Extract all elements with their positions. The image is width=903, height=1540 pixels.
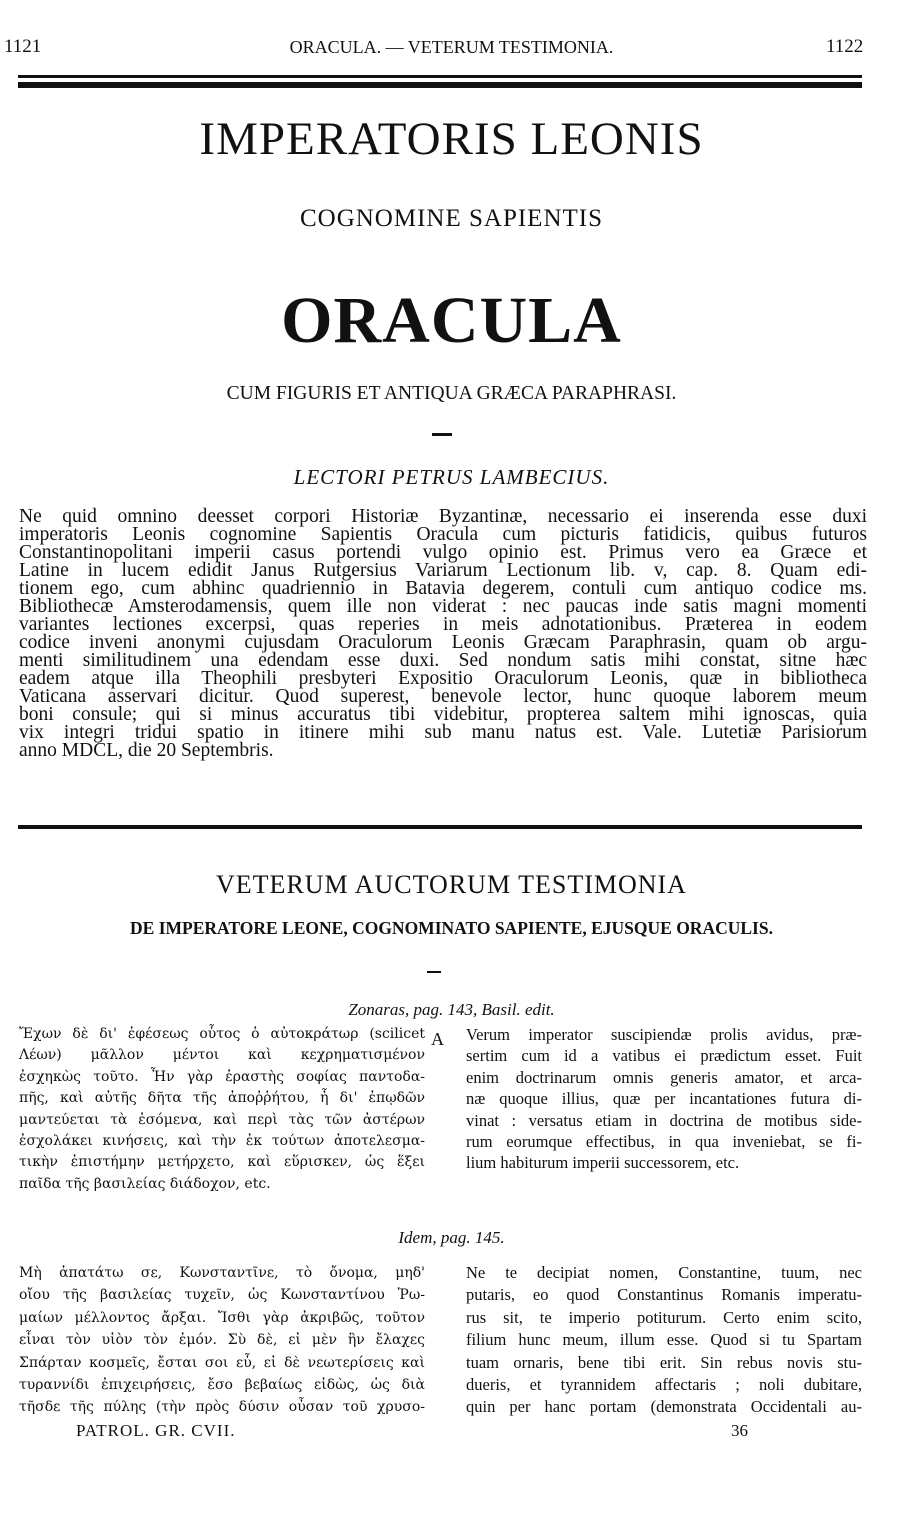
greek-line: μαντεύεται τὰ ἐσόμενα, καὶ περὶ τὰς τῶν ἀστέρων xyxy=(19,1111,425,1128)
preface-line: anno MDCL, die 20 Septembris. xyxy=(19,740,274,761)
preface-line: codice inveni anonymi cujusdam Oraculorum Leonis Græcam Paraphrasin, quam ob argu- xyxy=(19,632,867,653)
greek-line: τικὴν ἐπιστήμην μετήρχετο, καὶ εὕρισκεν, ὡς ἕξει xyxy=(19,1154,425,1171)
greek-line: ἐσχηκὼς τοῦτο. Ἦν γὰρ ἐραστὴς σοφίας παντοδα- xyxy=(19,1068,425,1085)
title-dash xyxy=(432,433,452,436)
preface-heading: LECTORI PETRUS LAMBECIUS. xyxy=(293,465,610,489)
greek-line: ἐσχολάκει κινήσεις, καὶ τὴν ἐκ τούτων ἀποτελεσμα- xyxy=(19,1132,425,1149)
title-line-2: COGNOMINE SAPIENTIS xyxy=(299,205,604,232)
latin-line: filium hunc meum, illum esse. Quod si tu Spartam xyxy=(466,1330,862,1350)
greek-line: τῆσδε τῆς πύλης (τὴν πρὸς δύσιν οὖσαν τοῦ χρυσο- xyxy=(19,1399,425,1416)
greek-line: πῆς, καὶ αὐτῆς δῆτα τῆς ἀποῤῥήτου, ἧ δι' ἐπῳδῶν xyxy=(19,1090,425,1107)
title-line-1: IMPERATORIS LEONIS xyxy=(199,113,704,165)
latin-line: rus sit, te imperio potiturum. Certo enim scito, xyxy=(466,1307,862,1327)
latin-line: Ne te decipiat nomen, Constantine, tuum, nec xyxy=(466,1263,862,1282)
greek-line: μαίων μέλλοντος ἄρξαι. Ἴσθι γὰρ ἀκριβῶς, τοῦτον xyxy=(19,1309,425,1326)
page-number-right: 1122 xyxy=(826,36,864,57)
preface-line: Constantinopolitani imperii casus portendi vulgo opinio est. Primus vero ea Græce et xyxy=(19,542,867,563)
preface-line: Ne quid omnino deesset corpori Historiæ Byzantinæ, necessario ei inserenda esse duxi xyxy=(19,506,867,527)
preface-line: boni consule; qui si minus accuratus tibi videbitur, propterea saltem mihi ignoscas, quia xyxy=(19,704,867,725)
preface-line: menti similitudinem una edendam esse duxi. Sed nondum satis mihi constat, sitne hæc xyxy=(19,650,867,671)
source-zonaras: Zonaras, pag. 143, Basil. edit. xyxy=(348,1000,555,1019)
greek-line: οἴου τῆς βασιλείας τυχεῖν, ὡς Κωνσταντίνου Ῥω- xyxy=(19,1287,425,1304)
header-rule-bottom xyxy=(18,82,862,88)
latin-line: lium habiturum imperii successorem, etc. xyxy=(466,1153,740,1173)
testimonia-heading: VETERUM AUCTORUM TESTIMONIA xyxy=(216,870,687,899)
testimonia-dash xyxy=(427,971,441,973)
latin-line: enim doctrinarum omnis generis amator, et arca- xyxy=(466,1067,862,1087)
page-number-left: 1121 xyxy=(4,36,42,57)
latin-line: dueris, et tyrannidem affectaris ; noli dubitare, xyxy=(466,1374,862,1394)
greek-line: Μὴ ἀπατάτω σε, Κωνσταντῖνε, τὸ ὄνομα, μηδ' xyxy=(19,1265,425,1281)
preface-line: variantes lectiones excerpsi, quas reperies in meis adnotationibus. Præterea in eodem xyxy=(19,614,867,635)
latin-line: tuam ornaris, bene tibi erit. Sin rebus novis stu- xyxy=(466,1352,862,1372)
greek-line: εἶναι τὸν υἱὸν τὸν ἐμόν. Σὺ δὲ, εἰ μὲν ἣν ἔλαχες xyxy=(19,1332,425,1349)
greek-line: Ἔχων δὲ δι' ἐφέσεως οὗτος ὁ αὐτοκράτωρ (scilicet xyxy=(19,1026,425,1042)
footer-signature: PATROL. GR. CVII. xyxy=(76,1421,236,1440)
preface-line: tionem ego, cum abhinc quadriennio in Batavia degerem, contuli cum antiquo codice ms. xyxy=(19,578,867,599)
source-idem: Idem, pag. 145. xyxy=(398,1228,505,1247)
latin-line: vinat : versatus etiam in doctrina de motibus side- xyxy=(466,1110,862,1130)
title-line-4: CUM FIGURIS ET ANTIQUA GRÆCA PARAPHRASI. xyxy=(226,383,677,404)
latin-line: næ quoque illius, quæ per incantationes futura di- xyxy=(466,1089,862,1109)
preface-paragraph xyxy=(19,508,867,760)
preface-line: imperatoris Leonis cognomine Sapientis Oracula cum picturis fatidicis, quibus futuros xyxy=(19,524,867,545)
section-rule xyxy=(18,825,862,829)
header-rule-top xyxy=(18,75,862,78)
latin-column-1 xyxy=(466,1024,862,1174)
latin-line: rum eorumque effectibus, in qua inveniebat, se fi- xyxy=(466,1131,862,1151)
latin-line: sertim cum id a vatibus ei prædictum esset. Fuit xyxy=(466,1046,862,1066)
greek-line: Σπάρταν κοσμεῖς, ἔσται σοι εὖ, εἰ δὲ νεωτερίσεις καὶ xyxy=(19,1354,425,1371)
title-main: ORACULA xyxy=(281,284,622,357)
testimonia-subheading: DE IMPERATORE LEONE, COGNOMINATO SAPIENTE, EJUSQUE ORACULIS. xyxy=(130,918,773,938)
preface-line: Vaticana asservari dicitur. Quod superest, benevole lector, hunc quoque laborem meum xyxy=(19,686,867,707)
footer-sheet-number: 36 xyxy=(731,1421,748,1440)
latin-line: Verum imperator suscipiendæ prolis avidus, præ- xyxy=(466,1025,862,1044)
greek-column-2 xyxy=(19,1262,425,1419)
column-marker: A xyxy=(431,1029,444,1049)
greek-line: Λέων) μᾶλλον μέντοι καὶ κεχρηματισμένον xyxy=(19,1047,425,1064)
preface-line: Latine in lucem edidit Janus Rutgersius Variarum Lectionum lib. v, cap. 8. Quam edi- xyxy=(19,560,867,581)
latin-line: putaris, eo quod Constantinus Romanis imperatu- xyxy=(466,1285,862,1305)
greek-line: τυραννίδι ἐπιχειρήσεις, ἔσο βεβαίως εἰδὼς, ὡς διὰ xyxy=(19,1376,425,1393)
running-title: ORACULA. — VETERUM TESTIMONIA. xyxy=(289,37,614,57)
latin-column-2 xyxy=(466,1262,862,1419)
latin-line: quin per hanc portam (demonstrata Occidentali au- xyxy=(466,1397,862,1417)
greek-column-1 xyxy=(19,1024,425,1195)
preface-line: vix integri tridui spatio in itinere mihi sub manu natus est. Vale. Lutetiæ Parisiorum xyxy=(19,722,867,743)
preface-line: eadem atque illa Theophili presbyteri Expositio Oraculorum Leonis, quæ in bibliotheca xyxy=(19,668,867,689)
preface-line: Bibliothecæ Amsterodamensis, quem ille non viderat : nec paucas inde satis magni momenti xyxy=(19,596,867,617)
greek-line: παῖδα τῆς βασιλείας διάδοχον, etc. xyxy=(19,1175,271,1192)
